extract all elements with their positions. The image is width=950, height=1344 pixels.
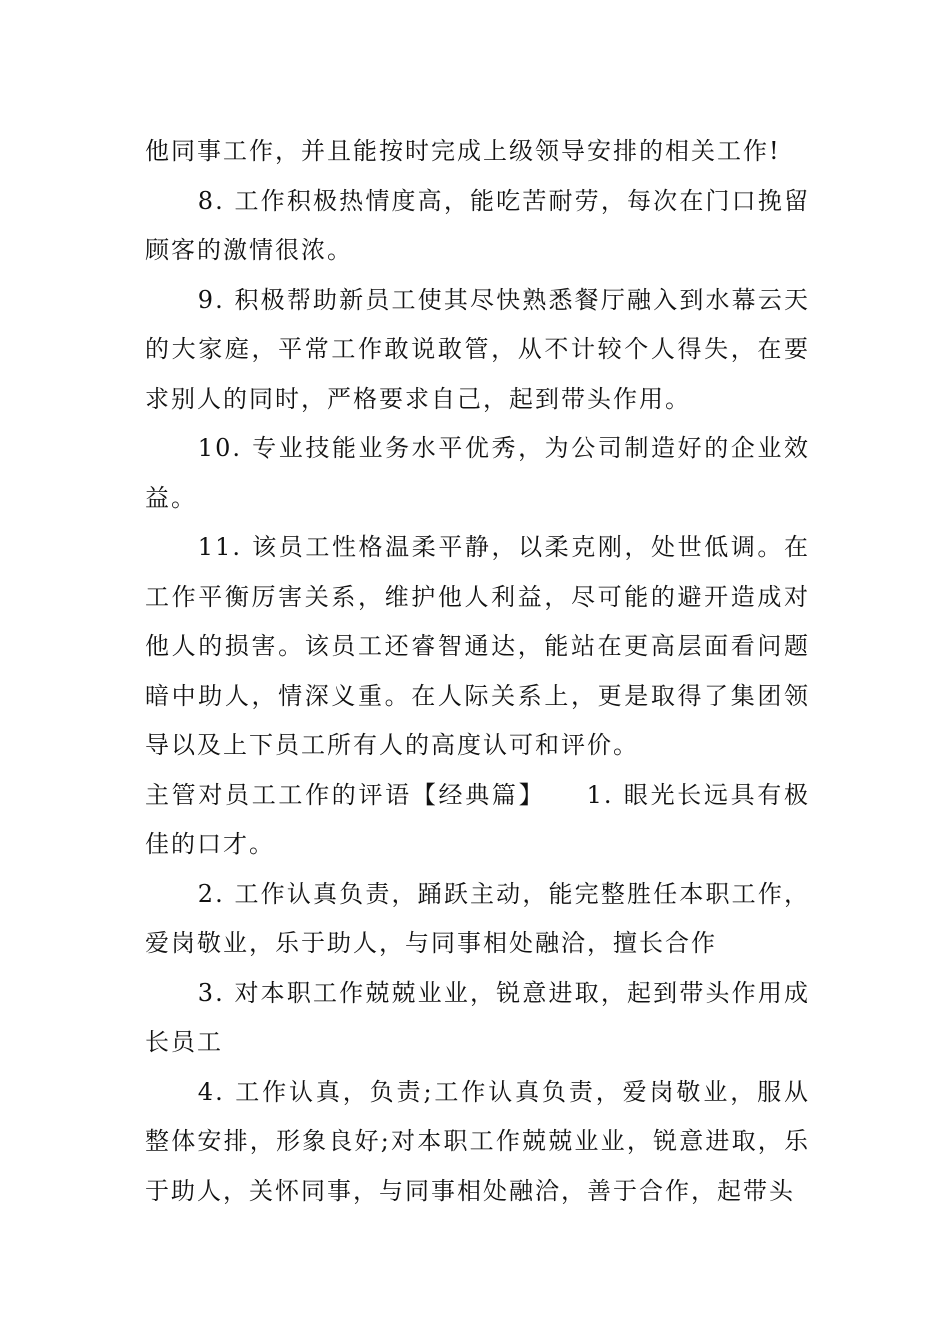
paragraph-item-10: 10. 专业技能业务水平优秀，为公司制造好的企业效益。 (145, 434, 810, 512)
paragraph-continuation: 他同事工作，并且能按时完成上级领导安排的相关工作! (145, 137, 781, 165)
paragraph-item-11: 11. 该员工性格温柔平静，以柔克刚，处世低调。在工作平衡厉害关系，维护他人利益，尽可能的避开造成对他人的损害。该员工还睿智通达，能站在更高层面看问题暗中助人，情深义重。在人际关系上，更是取得了集团领导以及上下员工所有人的高度认可和评价。 (145, 533, 810, 759)
paragraph-item-8: 8. 工作积极热情度高，能吃苦耐劳，每次在门口挽留顾客的激情很浓。 (145, 186, 810, 264)
paragraph-item-9: 9. 积极帮助新员工使其尽快熟悉餐厅融入到水幕云天的大家庭，平常工作敢说敢管，从不计较个人得失，在要求别人的同时，严格要求自己，起到带头作用。 (145, 285, 810, 413)
paragraph-item-4: 4. 工作认真，负责;工作认真负责，爱岗敬业，服从整体安排，形象良好;对本职工作兢兢业业，锐意进取，乐于助人，关怀同事，与同事相处融洽，善于合作，起带头 (145, 1077, 810, 1205)
paragraph-item-3: 3. 对本职工作兢兢业业，锐意进取，起到带头作用成长员工 (145, 978, 810, 1056)
paragraph-item-2: 2. 工作认真负责，踊跃主动，能完整胜任本职工作，爱岗敬业，乐于助人，与同事相处融洽，擅长合作 (145, 879, 810, 957)
section-heading-with-item-1: 主管对员工工作的评语【经典篇】 1. 眼光长远具有极佳的口才。 (145, 780, 810, 858)
document-body (145, 127, 810, 1216)
